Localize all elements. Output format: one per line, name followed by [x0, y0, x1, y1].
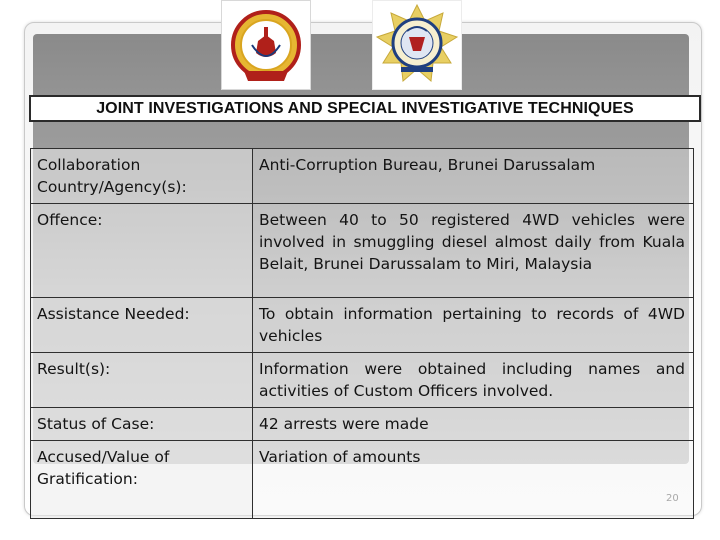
slide-number: 20 — [666, 493, 679, 504]
row-label-offence: Offence: — [31, 204, 253, 298]
case-details-table — [30, 148, 694, 519]
row-label-collaboration: Collaboration Country/Agency(s): — [31, 149, 253, 204]
table-row — [31, 204, 694, 298]
row-value-status: 42 arrests were made — [253, 408, 694, 441]
row-value-assistance: To obtain information pertaining to records of 4WD vehicles — [253, 298, 694, 353]
malaysia-anti-corruption-emblem-icon — [372, 0, 462, 90]
table-row — [31, 441, 694, 519]
table-row — [31, 408, 694, 441]
row-value-offence: Between 40 to 50 registered 4WD vehicles were involved in smuggling diesel almost daily from Kuala Belait, Brunei Darussalam to Miri, Malaysia — [253, 204, 694, 298]
row-value-result: Information were obtained including names and activities of Custom Officers involved. — [253, 353, 694, 408]
slide-title-box — [29, 95, 701, 122]
brunei-anti-corruption-emblem-icon — [221, 0, 311, 90]
row-label-assistance: Assistance Needed: — [31, 298, 253, 353]
row-value-collaboration: Anti-Corruption Bureau, Brunei Darussalam — [253, 149, 694, 204]
row-label-status: Status of Case: — [31, 408, 253, 441]
row-label-result: Result(s): — [31, 353, 253, 408]
table-row — [31, 149, 694, 204]
slide-title: JOINT INVESTIGATIONS AND SPECIAL INVESTIGATIVE TECHNIQUES — [96, 99, 634, 117]
table-row — [31, 353, 694, 408]
row-value-accused: Variation of amounts — [253, 441, 694, 519]
row-label-accused: Accused/Value of Gratification: — [31, 441, 253, 519]
table-row — [31, 298, 694, 353]
